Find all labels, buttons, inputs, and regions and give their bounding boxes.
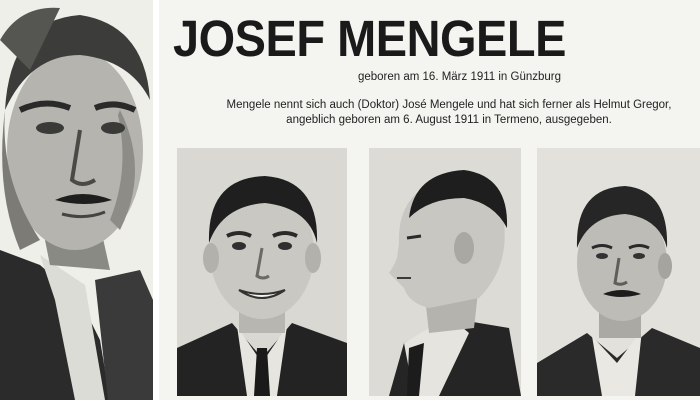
portrait-three-quarter-icon (537, 148, 700, 396)
portrait-profile-icon (369, 148, 521, 396)
birth-line: geboren am 16. März 1911 in Günzburg (357, 71, 562, 83)
alias-paragraph (159, 98, 700, 128)
sketch-portrait-icon (0, 0, 153, 400)
portrait-front-icon (177, 148, 347, 396)
alias-line-2: angeblich geboren am 6. August 1911 in Termeno, ausgegeben. (286, 114, 612, 126)
left-portrait-sketch (0, 0, 153, 400)
photo-front (177, 148, 347, 396)
alias-line-1: Mengele nennt sich auch (Doktor) José Mengele und hat sich ferner als Helmut Gregor, (226, 99, 672, 111)
poster-title: JOSEF MENGELE (173, 10, 566, 67)
wanted-poster (159, 0, 700, 400)
photo-profile (369, 148, 521, 396)
photo-three-quarter (537, 148, 700, 396)
